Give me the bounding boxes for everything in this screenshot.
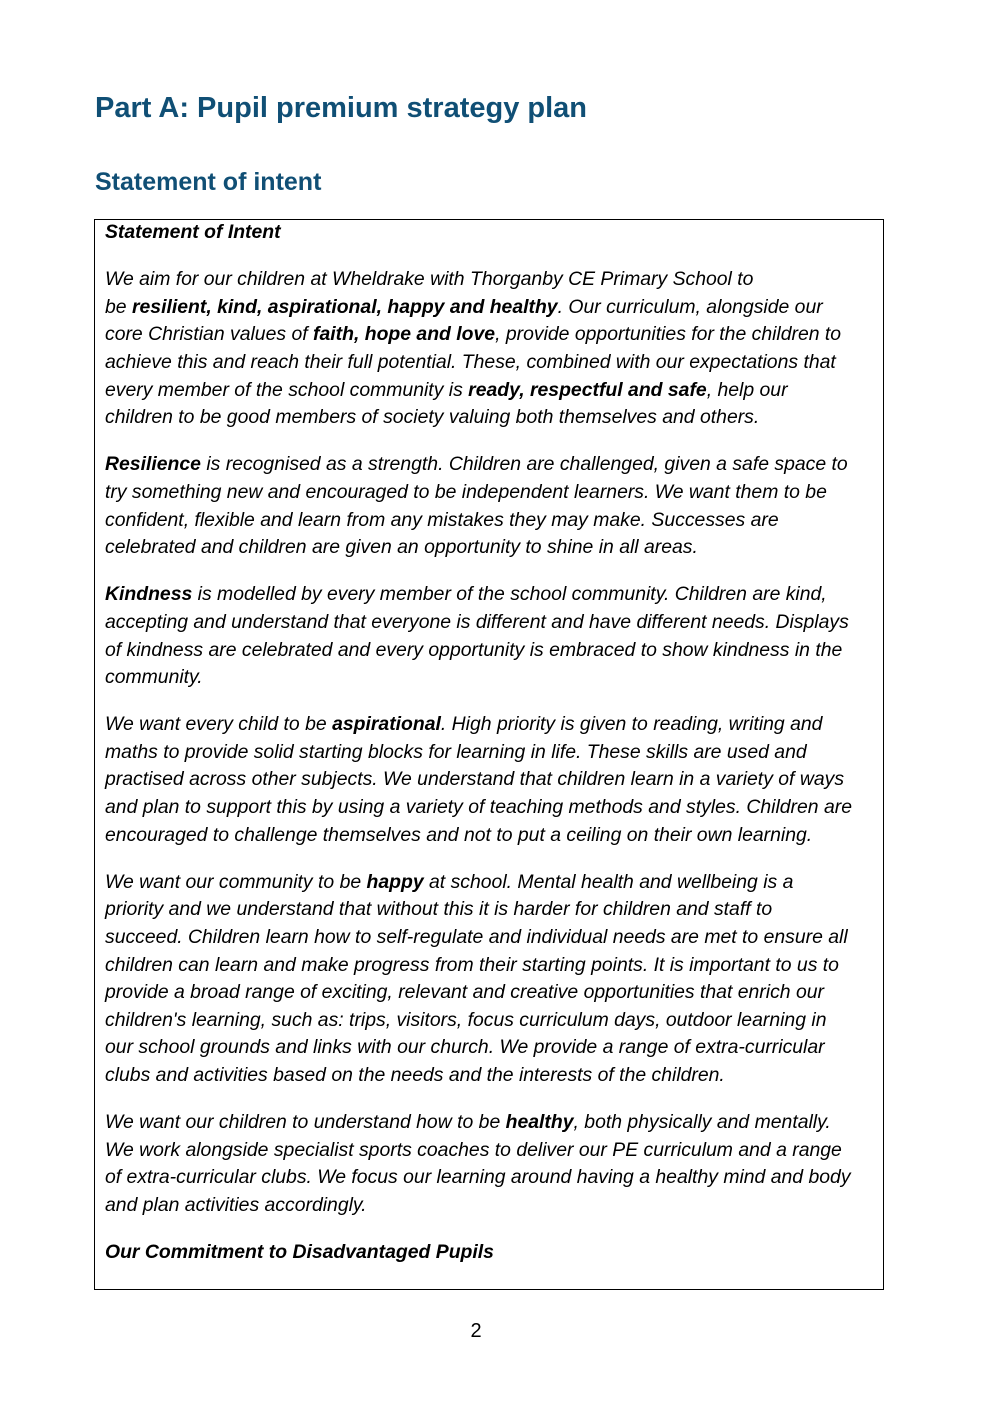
kindness-paragraph: Kindness is modelled by every member of the school community. Children are kind, accepting and understand that everyone is different and have different needs. Displays of kindness are celebrated and every opportunity is embraced to show kindness in the community. <box>105 583 849 689</box>
statement-of-intent-box <box>94 219 884 1290</box>
statement-content <box>105 220 877 1286</box>
happy-paragraph: We want our community to be happy at school. Mental health and wellbeing is a priority and we understand that without this it is harder for children and staff to succeed. Children learn how to self-regulate and individual needs are met to ensure all children can learn and make progress from their starting points. It is important to us to provide a broad range of exciting, relevant and creative opportunities that enrich our children's learning, such as: trips, visitors, focus curriculum days, outdoor learning in our school grounds and links with our church. We provide a range of extra-curricular clubs and activities based on the needs and the interests of the children. <box>105 870 848 1086</box>
section-heading: Statement of intent <box>95 168 322 196</box>
page-number: 2 <box>470 1320 482 1342</box>
healthy-paragraph: We want our children to understand how to be healthy, both physically and mentally. We work alongside specialist sports coaches to deliver our PE curriculum and a range of extra-curricular clubs. We focus our learning around having a healthy mind and body and plan activities accordingly. <box>105 1111 851 1216</box>
page-title: Part A: Pupil premium strategy plan <box>95 92 588 124</box>
commitment-heading: Our Commitment to Disadvantaged Pupils <box>105 1241 494 1264</box>
aims-paragraph: We aim for our children at Wheldrake with Thorganby CE Primary School to be resilient, kind, aspirational, happy and healthy. Our curriculum, alongside our core Christian values of faith, hope and love, provide opportunities for the children to achieve this and reach their full potential. These, combined with our expectations that every member of the school community is ready, respectful and safe, help our children to be good members of society valuing both themselves and others. <box>105 268 842 429</box>
resilience-paragraph: Resilience is recognised as a strength. Children are challenged, given a safe space to try something new and encouraged to be independent learners. We want them to be confident, flexible and learn from any mistakes they may make. Successes are celebrated and children are given an opportunity to shine in all areas. <box>105 453 848 559</box>
statement-heading: Statement of Intent <box>105 221 281 243</box>
aspirational-paragraph: We want every child to be aspirational. High priority is given to reading, writing and maths to provide solid starting blocks for learning in life. These skills are used and practised across other subjects. We understand that children learn in a variety of ways and plan to support this by using a variety of teaching methods and styles. Children are encouraged to challenge themselves and not to put a ceiling on their own learning. <box>105 713 852 846</box>
